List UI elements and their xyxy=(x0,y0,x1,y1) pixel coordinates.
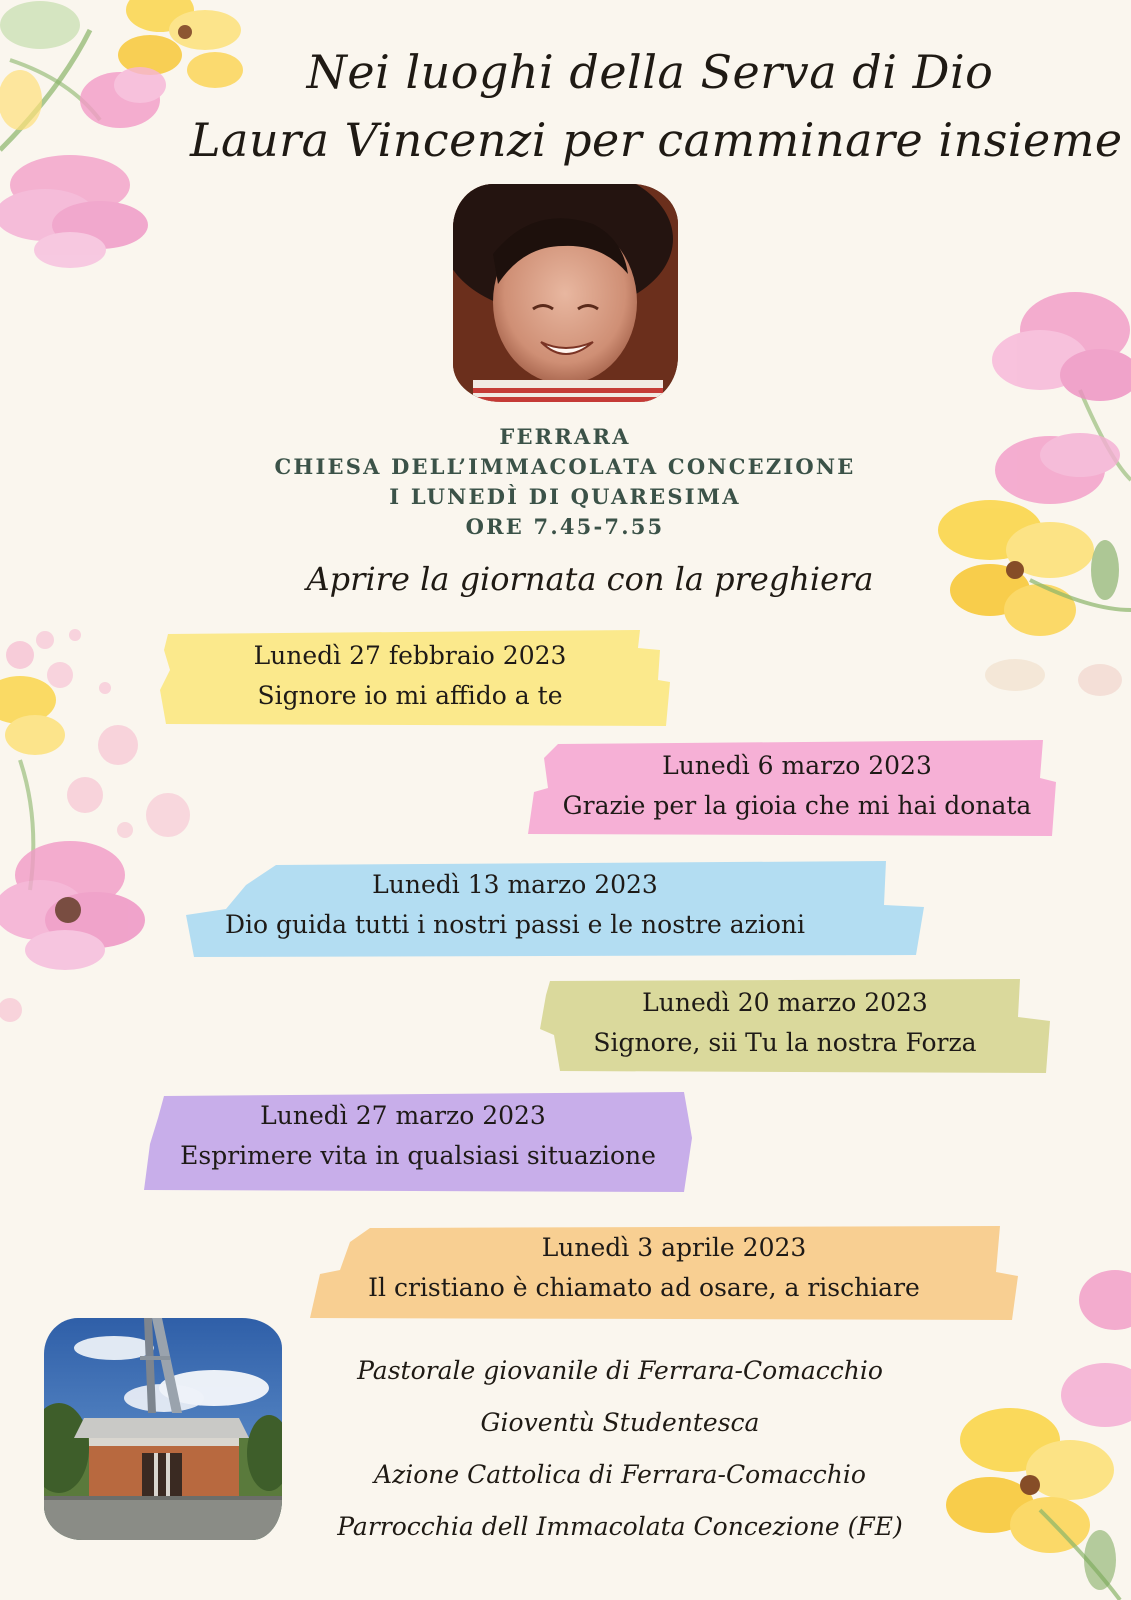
organizer-line: Parrocchia dell Immacolata Concezione (FE) xyxy=(337,1512,903,1541)
main-title xyxy=(190,38,1123,174)
church-photo xyxy=(44,1318,282,1540)
schedule-item xyxy=(310,1222,1018,1322)
schedule-date: Lunedì 13 marzo 2023 xyxy=(372,870,658,899)
schedule-theme: Signore, sii Tu la nostra Forza xyxy=(593,1028,977,1057)
organizer-line: Gioventù Studentesca xyxy=(480,1408,760,1437)
organizers xyxy=(300,1345,940,1553)
title-line-1: Nei luoghi della Serva di Dio xyxy=(306,45,994,99)
schedule-theme: Grazie per la gioia che mi hai donata xyxy=(562,791,1032,820)
schedule-date: Lunedì 27 febbraio 2023 xyxy=(253,641,567,670)
portrait-photo xyxy=(453,184,678,402)
info-church: CHIESA DELL’IMMACOLATA CONCEZIONE xyxy=(274,454,856,479)
flowers-right-middle xyxy=(910,280,1131,700)
organizer-line: Azione Cattolica di Ferrara-Comacchio xyxy=(374,1460,866,1489)
schedule-item xyxy=(540,975,1050,1075)
schedule-item xyxy=(160,630,670,728)
schedule-theme: Dio guida tutti i nostri passi e le nostre azioni xyxy=(225,910,805,939)
schedule-item xyxy=(144,1088,692,1194)
schedule-item xyxy=(186,855,924,959)
info-city: FERRARA xyxy=(499,424,631,449)
schedule-theme: Signore io mi affido a te xyxy=(257,681,563,710)
schedule-theme: Il cristiano è chiamato ad osare, a rischiare xyxy=(368,1273,920,1302)
info-when: I LUNEDÌ DI QUARESIMA xyxy=(389,484,741,509)
info-time: ORE 7.45-7.55 xyxy=(465,514,665,539)
schedule-theme: Esprimere vita in qualsiasi situazione xyxy=(180,1141,656,1170)
subtitle: Aprire la giornata con la preghiera xyxy=(306,560,874,598)
schedule-date: Lunedì 27 marzo 2023 xyxy=(260,1101,546,1130)
schedule-date: Lunedì 6 marzo 2023 xyxy=(662,751,932,780)
event-info xyxy=(250,422,880,542)
schedule-date: Lunedì 3 aprile 2023 xyxy=(541,1233,807,1262)
schedule-item xyxy=(528,738,1056,838)
schedule-date: Lunedì 20 marzo 2023 xyxy=(642,988,928,1017)
title-line-2: Laura Vincenzi per camminare insieme xyxy=(190,113,1123,167)
organizer-line: Pastorale giovanile di Ferrara-Comacchio xyxy=(357,1356,883,1385)
